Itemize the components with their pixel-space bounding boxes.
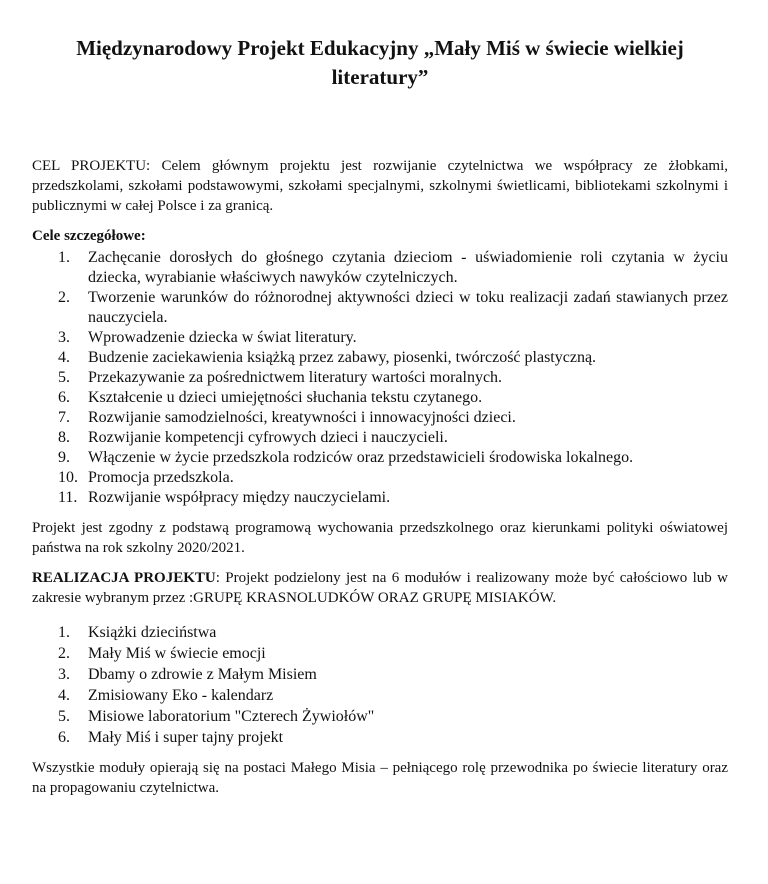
list-item: [32, 706, 728, 727]
list-item: [32, 622, 728, 643]
list-item: [32, 428, 728, 448]
list-item-number: 6.: [58, 729, 70, 746]
list-item-text: Rozwijanie współpracy między nauczycielami.: [88, 489, 391, 506]
list-item: [32, 448, 728, 468]
list-item-text: Wprowadzenie dziecka w świat literatury.: [88, 329, 357, 346]
list-item: [32, 727, 728, 748]
list-item-number: 3.: [58, 329, 70, 346]
goal-paragraph: CEL PROJEKTU: Celem głównym projektu jest rozwijanie czytelnictwa we współpracy ze żłobkami, przedszkolami, szkołami podstawowymi, szkołami specjalnymi, szkolnymi świetlicami, bibliotekami szkolnymi i publicznymi w całej Polsce i za granicą.: [32, 158, 728, 214]
list-item-text: Mały Miś i super tajny projekt: [88, 729, 284, 746]
list-item-number: 11.: [58, 489, 78, 506]
list-item-text: Tworzenie warunków do różnorodnej aktywności dzieci w toku realizacji zadań stawianych przez nauczyciela.: [88, 289, 728, 326]
list-item-number: 8.: [58, 429, 70, 446]
list-item-text: Przekazywanie za pośrednictwem literatury wartości moralnych.: [88, 369, 503, 386]
list-item-number: 3.: [58, 666, 70, 683]
list-item: [32, 664, 728, 685]
list-item-number: 7.: [58, 409, 70, 426]
list-item-number: 10.: [58, 469, 78, 486]
list-item-text: Misiowe laboratorium "Czterech Żywiołów": [88, 708, 375, 725]
list-item-text: Budzenie zaciekawienia książką przez zabawy, piosenki, twórczość plastyczną.: [88, 349, 597, 366]
list-item-text: Zachęcanie dorosłych do głośnego czytania dzieciom - uświadomienie roli czytania w życiu dziecka, wyrabianie właściwych nawyków czytelniczych.: [88, 249, 728, 286]
list-item-text: Dbamy o zdrowie z Małym Misiem: [88, 666, 317, 683]
list-item-text: Rozwijanie samodzielności, kreatywności i innowacyjności dzieci.: [88, 409, 516, 426]
list-item-number: 1.: [58, 624, 70, 641]
curriculum-paragraph: Projekt jest zgodny z podstawą programową wychowania przedszkolnego oraz kierunkami polityki oświatowej państwa na rok szkolny 2020/2021.: [32, 520, 728, 556]
closing-paragraph: Wszystkie moduły opierają się na postaci Małego Misia – pełniącego rolę przewodnika po świecie literatury oraz na propagowaniu czytelnictwa.: [32, 760, 728, 796]
page-title: Międzynarodowy Projekt Edukacyjny „Mały Miś w świecie wielkiej literatury”: [76, 36, 684, 89]
list-item: [32, 468, 728, 488]
list-item-number: 2.: [58, 645, 70, 662]
list-item: [32, 488, 728, 508]
modules-list: [32, 622, 728, 748]
list-item-text: Promocja przedszkola.: [88, 469, 234, 486]
list-item-number: 2.: [58, 289, 70, 306]
list-item: [32, 248, 728, 288]
implementation-label: REALIZACJA PROJEKTU: [32, 570, 216, 586]
implementation-text: : Projekt podzielony jest na 6 modułów i realizowany może być całościowo lub w zakresie wybranym przez :GRUPĘ KRASNOLUDKÓW ORAZ GRUPĘ MISIAKÓW.: [32, 570, 728, 606]
list-item-text: Rozwijanie kompetencji cyfrowych dzieci i nauczycieli.: [88, 429, 448, 446]
implementation-paragraph: [32, 568, 728, 608]
list-item-number: 9.: [58, 449, 70, 466]
detailed-goals-list: [32, 248, 728, 508]
list-item-text: Włączenie w życie przedszkola rodziców oraz przedstawicieli środowiska lokalnego.: [88, 449, 634, 466]
list-item-text: Książki dzieciństwa: [88, 624, 217, 641]
list-item: [32, 368, 728, 388]
list-item: [32, 685, 728, 706]
list-item-number: 4.: [58, 687, 70, 704]
list-item-number: 5.: [58, 708, 70, 725]
list-item: [32, 348, 728, 368]
list-item-text: Mały Miś w świecie emocji: [88, 645, 266, 662]
list-item: [32, 643, 728, 664]
list-item-text: Kształcenie u dzieci umiejętności słuchania tekstu czytanego.: [88, 389, 483, 406]
detailed-goals-heading: Cele szczegółowe:: [32, 228, 146, 244]
list-item-number: 1.: [58, 249, 70, 266]
list-item: [32, 388, 728, 408]
list-item: [32, 328, 728, 348]
list-item-number: 6.: [58, 389, 70, 406]
list-item-number: 5.: [58, 369, 70, 386]
list-item-number: 4.: [58, 349, 70, 366]
list-item: [32, 408, 728, 428]
list-item: [32, 288, 728, 328]
list-item-text: Zmisiowany Eko - kalendarz: [88, 687, 274, 704]
